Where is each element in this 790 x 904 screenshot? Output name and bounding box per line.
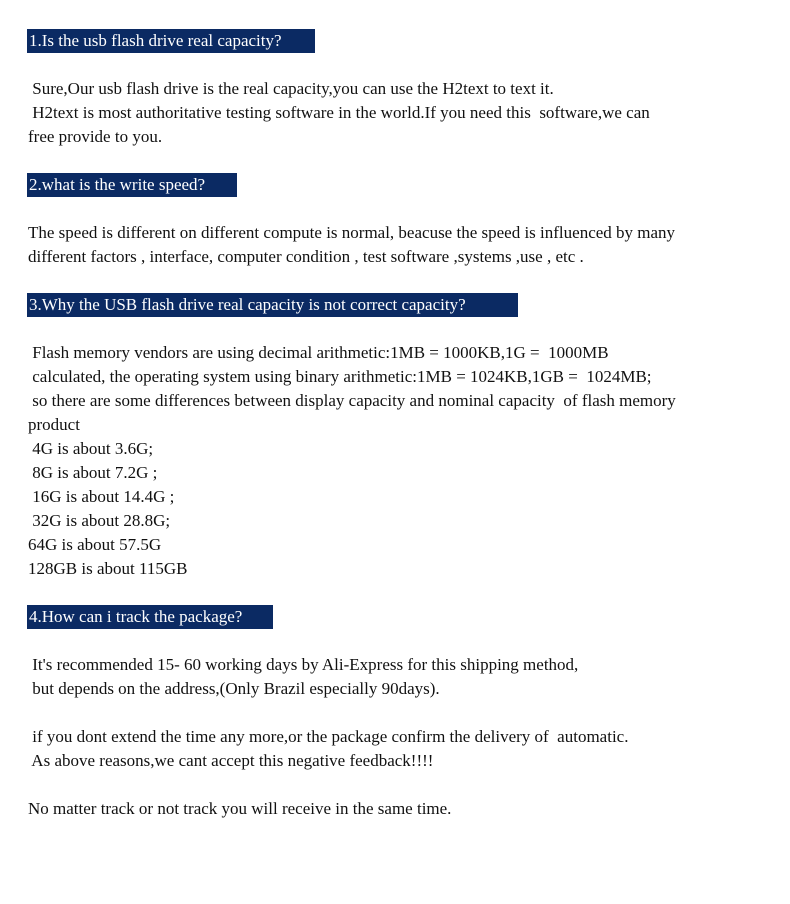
faq-1-line-1: Sure,Our usb flash drive is the real capacity,you can use the H2text to text it. bbox=[28, 79, 554, 98]
faq-3-line-10: 128GB is about 115GB bbox=[28, 559, 188, 578]
faq-4-line-3: if you dont extend the time any more,or the package confirm the delivery of automatic. bbox=[28, 727, 629, 746]
faq-2-line-2: different factors , interface, computer condition , test software ,systems ,use , etc . bbox=[28, 247, 584, 266]
faq-2-line-1: The speed is different on different compute is normal, beacuse the speed is influenced by many bbox=[28, 223, 676, 242]
faq-heading-3: 3.Why the USB flash drive real capacity is not correct capacity? bbox=[27, 293, 518, 317]
faq-4-line-1: It's recommended 15- 60 working days by Ali-Express for this shipping method, bbox=[28, 655, 579, 674]
faq-4-line-4: As above reasons,we cant accept this negative feedback!!!! bbox=[28, 751, 434, 770]
faq-heading-2: 2.what is the write speed? bbox=[27, 173, 237, 197]
faq-4-line-5: No matter track or not track you will receive in the same time. bbox=[28, 799, 452, 818]
faq-4-line-2: but depends on the address,(Only Brazil especially 90days). bbox=[28, 679, 440, 698]
faq-1-line-2: H2text is most authoritative testing software in the world.If you need this software,we can bbox=[28, 103, 650, 122]
faq-3-line-4: product bbox=[28, 415, 80, 434]
faq-3-line-6: 8G is about 7.2G ; bbox=[28, 463, 158, 482]
faq-3-line-9: 64G is about 57.5G bbox=[28, 535, 162, 554]
faq-3-line-7: 16G is about 14.4G ; bbox=[28, 487, 175, 506]
faq-heading-1: 1.Is the usb flash drive real capacity? bbox=[27, 29, 315, 53]
faq-heading-4: 4.How can i track the package? bbox=[27, 605, 273, 629]
faq-3-line-5: 4G is about 3.6G; bbox=[28, 439, 154, 458]
faq-3-line-3: so there are some differences between display capacity and nominal capacity of flash memory bbox=[28, 391, 676, 410]
faq-3-line-1: Flash memory vendors are using decimal arithmetic:1MB = 1000KB,1G = 1000MB bbox=[28, 343, 609, 362]
faq-1-line-3: free provide to you. bbox=[28, 127, 163, 146]
faq-3-line-2: calculated, the operating system using binary arithmetic:1MB = 1024KB,1GB = 1024MB; bbox=[28, 367, 652, 386]
faq-3-line-8: 32G is about 28.8G; bbox=[28, 511, 171, 530]
